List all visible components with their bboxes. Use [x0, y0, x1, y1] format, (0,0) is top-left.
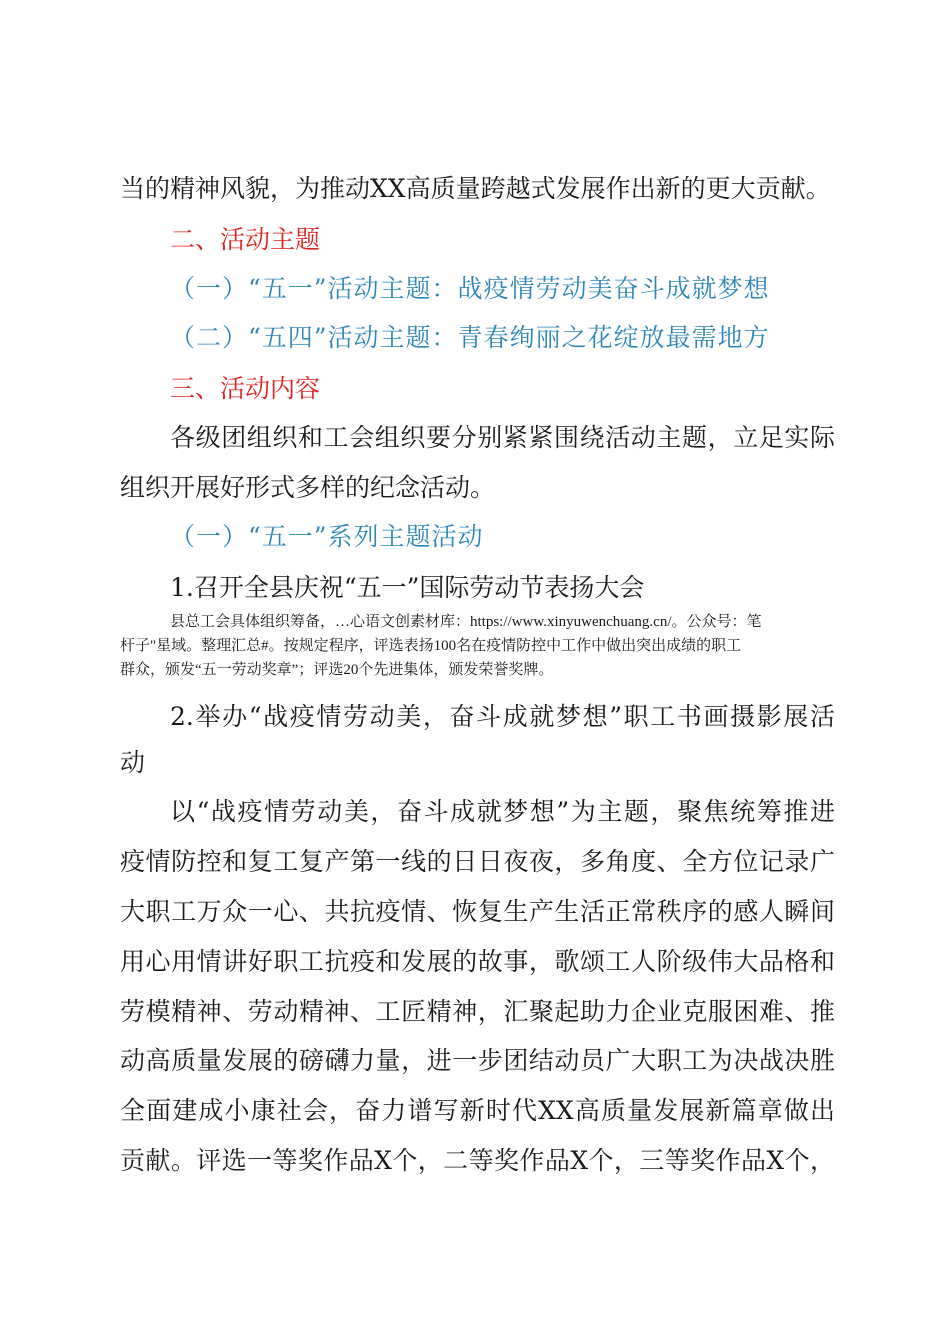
- item2-body-line-1: 以“战疫情劳动美，奋斗成就梦想”为主题，聚焦统筹推进: [170, 797, 835, 826]
- item2-title-line-1: 2.举办“战疫情劳动美，奋斗成就梦想”职工书画摄影展活: [170, 702, 835, 731]
- section3-heading: 三、活动内容: [170, 374, 321, 403]
- section2-item-1: （一）“五一”活动主题：战疫情劳动美奋斗成就梦想: [170, 274, 770, 303]
- item2-body-line-5: 劳模精神、劳动精神、工匠精神，汇聚起助力企业克服困难、推: [120, 997, 835, 1026]
- section2-item-2: （二）“五四”活动主题：青春绚丽之花绽放最需地方: [170, 323, 770, 352]
- paragraph-end: 当的精神风貌，为推动XX高质量跨越式发展作出新的更大贡献。: [120, 174, 831, 203]
- item1-title: 1.召开全县庆祝“五一”国际劳动节表扬大会: [170, 573, 645, 602]
- section3-intro-line-2: 组织开展好形式多样的纪念活动。: [120, 473, 496, 502]
- item2-body-line-4: 用心用情讲好职工抗疫和发展的故事，歌颂工人阶级伟大品格和: [120, 947, 835, 976]
- item2-body-line-2: 疫情防控和复工复产第一线的日日夜夜，多角度、全方位记录广: [120, 847, 835, 876]
- item1-detail-line-1: 县总工会具体组织筹备，…心语文创素材库：https://www.xinyuwenchuang.cn/。公众号：笔: [170, 614, 762, 630]
- item2-body-line-3: 大职工万众一心、共抗疫情、恢复生产生活正常秩序的感人瞬间: [120, 897, 835, 926]
- item2-title-line-2: 动: [120, 748, 146, 777]
- section3-intro-line-1: 各级团组织和工会组织要分别紧紧围绕活动主题，立足实际: [170, 423, 835, 452]
- item2-body-line-6: 动高质量发展的磅礴力量，进一步团结动员广大职工为决战决胜: [120, 1046, 835, 1075]
- item2-body-line-7: 全面建成小康社会，奋力谱写新时代XX高质量发展新篇章做出: [120, 1096, 835, 1125]
- section2-heading: 二、活动主题: [170, 225, 321, 254]
- item2-body-line-8: 贡献。评选一等奖作品X个，二等奖作品X个，三等奖作品X个，: [120, 1146, 835, 1175]
- item1-detail-line-3: 群众，颁发“五一劳动奖章”；评选20个先进集体，颁发荣誉奖牌。: [120, 662, 554, 678]
- section3-sub1-heading: （一）“五一”系列主题活动: [170, 522, 484, 551]
- item1-detail-line-2: 杆子"星域。整理汇总#。按规定程序，评选表扬100名在疫情防控中工作中做出突出成绩的职工: [120, 638, 742, 654]
